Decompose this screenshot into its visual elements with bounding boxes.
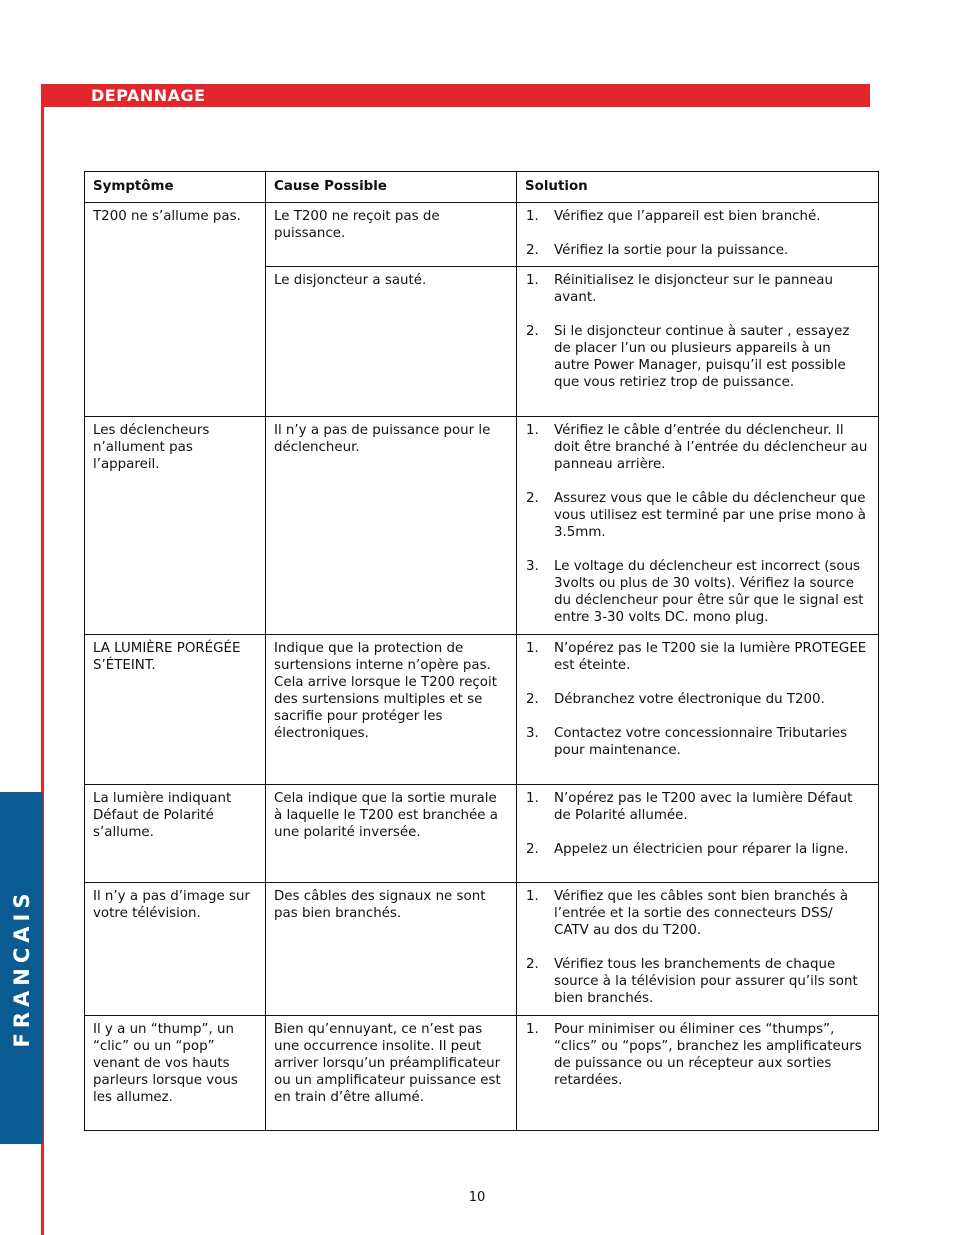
cause-cell: Cela indique que la sortie murale à laquelle le T200 est branchée a une polarité inversée.: [266, 785, 517, 883]
table-row: [85, 417, 879, 635]
cause-cell: Il n’y a pas de puissance pour le déclencheur.: [266, 417, 517, 635]
solution-cell: [517, 785, 879, 883]
header-solution: Solution: [517, 172, 879, 203]
solution-item: 2. Vérifiez tous les branchements de chaque source à la télévision pour assurer qu’ils sont bien branchés.: [526, 957, 858, 1006]
solution-cell: [517, 1016, 879, 1131]
solution-item: 2. Appelez un électricien pour réparer la ligne.: [526, 842, 849, 857]
cause-cell: Le T200 ne reçoit pas de puissance.: [266, 203, 517, 267]
solution-item: 1. Pour minimiser ou éliminer ces “thumps”, “clics” ou “pops”, branchez les amplificateurs de puissance ou un récepteur aux sorties retardées.: [526, 1022, 862, 1088]
symptom-cell: T200 ne s’allume pas.: [85, 203, 266, 417]
solution-item: 1. Réinitialisez le disjoncteur sur le panneau avant.: [526, 273, 833, 305]
symptom-cell: Les déclencheurs n’allument pas l’appareil.: [85, 417, 266, 635]
table-row: [85, 785, 879, 883]
solution-item: 2. Si le disjoncteur continue à sauter , essayez de placer l’un ou plusieurs appareils à un autre Power Manager, puisqu’il est possible que vous retiriez trop de puissance.: [526, 324, 850, 390]
table-header-row: [85, 172, 879, 203]
header-cause: Cause Possible: [266, 172, 517, 203]
section-title: DEPANNAGE: [91, 86, 206, 105]
page-number: 10: [468, 1190, 486, 1205]
header-symptom: Symptôme: [85, 172, 266, 203]
solution-item: 3. Contactez votre concessionnaire Tributaries pour maintenance.: [526, 726, 848, 758]
section-header-bar: [41, 84, 870, 107]
solution-cell: [517, 203, 879, 267]
solution-cell: [517, 267, 879, 417]
table-row: [85, 203, 879, 267]
cause-cell: Bien qu’ennuyant, ce n’est pas une occurrence insolite. Il peut arriver lorsqu’un préamplificateur ou un amplificateur puissance est en train d’être allumé.: [266, 1016, 517, 1131]
symptom-cell: La lumière indiquant Défaut de Polarité s’allume.: [85, 785, 266, 883]
table-row: [85, 1016, 879, 1131]
solution-item: 1. Vérifiez le câble d’entrée du déclencheur. Il doit être branché à l’entrée du déclencheur au panneau arrière.: [526, 423, 868, 472]
solution-cell: [517, 635, 879, 785]
table-row: [85, 883, 879, 1016]
solution-item: 2. Débranchez votre électronique du T200.: [526, 692, 825, 707]
language-label: FRANCAIS: [9, 888, 34, 1048]
solution-item: 1. N’opérez pas le T200 sie la lumière PROTEGEE est éteinte.: [526, 641, 867, 673]
troubleshooting-table: [84, 171, 879, 1131]
language-side-tab: [0, 792, 43, 1144]
table-row: [85, 635, 879, 785]
symptom-cell: Il n’y a pas d’image sur votre télévision.: [85, 883, 266, 1016]
solution-cell: [517, 883, 879, 1016]
symptom-cell: LA LUMIÈRE PORÉGÉE S’ÉTEINT.: [85, 635, 266, 785]
solution-item: 1. Vérifiez que l’appareil est bien branché.: [526, 209, 821, 224]
solution-item: 2. Vérifiez la sortie pour la puissance.: [526, 243, 789, 258]
solution-item: 1. N’opérez pas le T200 avec la lumière Défaut de Polarité allumée.: [526, 791, 853, 823]
solution-cell: [517, 417, 879, 635]
solution-item: 1. Vérifiez que les câbles sont bien branchés à l’entrée et la sortie des connecteurs DSS/ CATV au dos du T200.: [526, 889, 849, 938]
cause-cell: Indique que la protection de surtensions interne n’opère pas. Cela arrive lorsque le T200 reçoit des surtensions multiples et se sacrifie pour protéger les électroniques.: [266, 635, 517, 785]
cause-cell: Des câbles des signaux ne sont pas bien branchés.: [266, 883, 517, 1016]
solution-item: 3. Le voltage du déclencheur est incorrect (sous 3volts ou plus de 30 volts). Vérifiez la source du déclencheur pour être sûr que le signal est entre 3-30 volts DC. mono plug.: [526, 559, 864, 625]
cause-cell: Le disjoncteur a sauté.: [266, 267, 517, 417]
solution-item: 2. Assurez vous que le câble du déclencheur que vous utilisez est terminé par une prise mono à 3.5mm.: [526, 491, 866, 540]
symptom-cell: Il y a un “thump”, un “clic” ou un “pop” venant de vos hauts parleurs lorsque vous les allumez.: [85, 1016, 266, 1131]
